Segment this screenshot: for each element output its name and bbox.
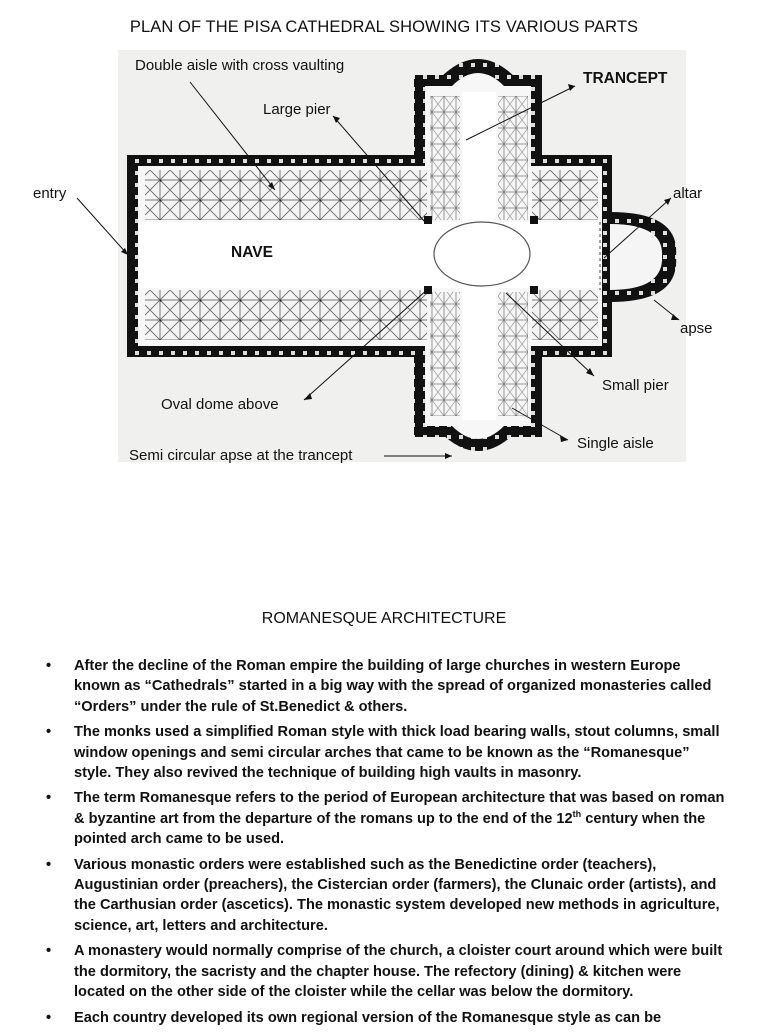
label-single-aisle: Single aisle <box>577 435 654 452</box>
bullet-icon: • <box>46 856 52 873</box>
cathedral-floor-plan <box>0 40 768 480</box>
label-oval-dome: Oval dome above <box>161 396 279 413</box>
label-double-aisle: Double aisle with cross vaulting <box>135 57 345 74</box>
south-double-aisle <box>145 290 427 340</box>
list-item: • Various monastic orders were established such as the Benedictine order (teachers), Augustinian order (preachers), the Cistercian order (farmers), the Clunaic order (artists), and the Carthusian order (ascetics). The monastic system developed new methods in agriculture, science, art, letters and architecture. <box>46 856 720 934</box>
list-item: • A monastery would normally comprise of the church, a cloister court around which were built the dormitory, the sacristy and the chapter house. The refectory (dining) & kitchen were located on the other side of the cloister while the cellar was below the dormitory. <box>46 943 723 1001</box>
label-entry: entry <box>33 185 67 202</box>
nave-space <box>138 222 602 288</box>
label-semi-apse: Semi circular apse at the trancept <box>129 447 353 464</box>
bullet-icon: • <box>46 658 52 674</box>
label-small-pier: Small pier <box>602 377 669 394</box>
page-title: PLAN OF THE PISA CATHEDRAL SHOWING ITS VARIOUS PARTS <box>129 18 639 36</box>
north-double-aisle <box>145 170 427 220</box>
bullet-icon: • <box>46 790 52 807</box>
bullet-icon: • <box>46 724 52 741</box>
oval-dome <box>434 222 530 286</box>
list-item: • Each country developed its own regional version of the Romanesque style as can be <box>40 1008 730 1028</box>
bullet-icon: • <box>46 1009 52 1026</box>
bullet-icon: • <box>46 943 52 960</box>
list-item: • The monks used a simplified Roman style with thick load bearing walls, stout columns, small window openings and semi circular arches that came to be known as the “Romanesque” style. They also revived the technique of building high vaults in masonry. <box>46 724 720 782</box>
label-trancept: TRANCEPT <box>583 70 668 87</box>
section-title: ROMANESQUE ARCHITECTURE <box>261 610 507 627</box>
label-nave: NAVE <box>231 244 273 261</box>
list-item: • The term Romanesque refers to the period of European architecture that was based on roman & byzantine art from the departure of the romans up to the end of the 12th century when the pointed arch came to be used. <box>46 790 725 848</box>
label-apse: apse <box>680 320 713 337</box>
bullet-list <box>40 656 730 1033</box>
label-large-pier: Large pier <box>263 101 331 118</box>
list-item: • After the decline of the Roman empire the building of large churches in western Europe known as “Cathedrals” started in a big way with the spread of organized monasteries called “Orders” under the rule of St.Benedict & others. <box>46 658 712 715</box>
label-altar: altar <box>673 185 703 202</box>
